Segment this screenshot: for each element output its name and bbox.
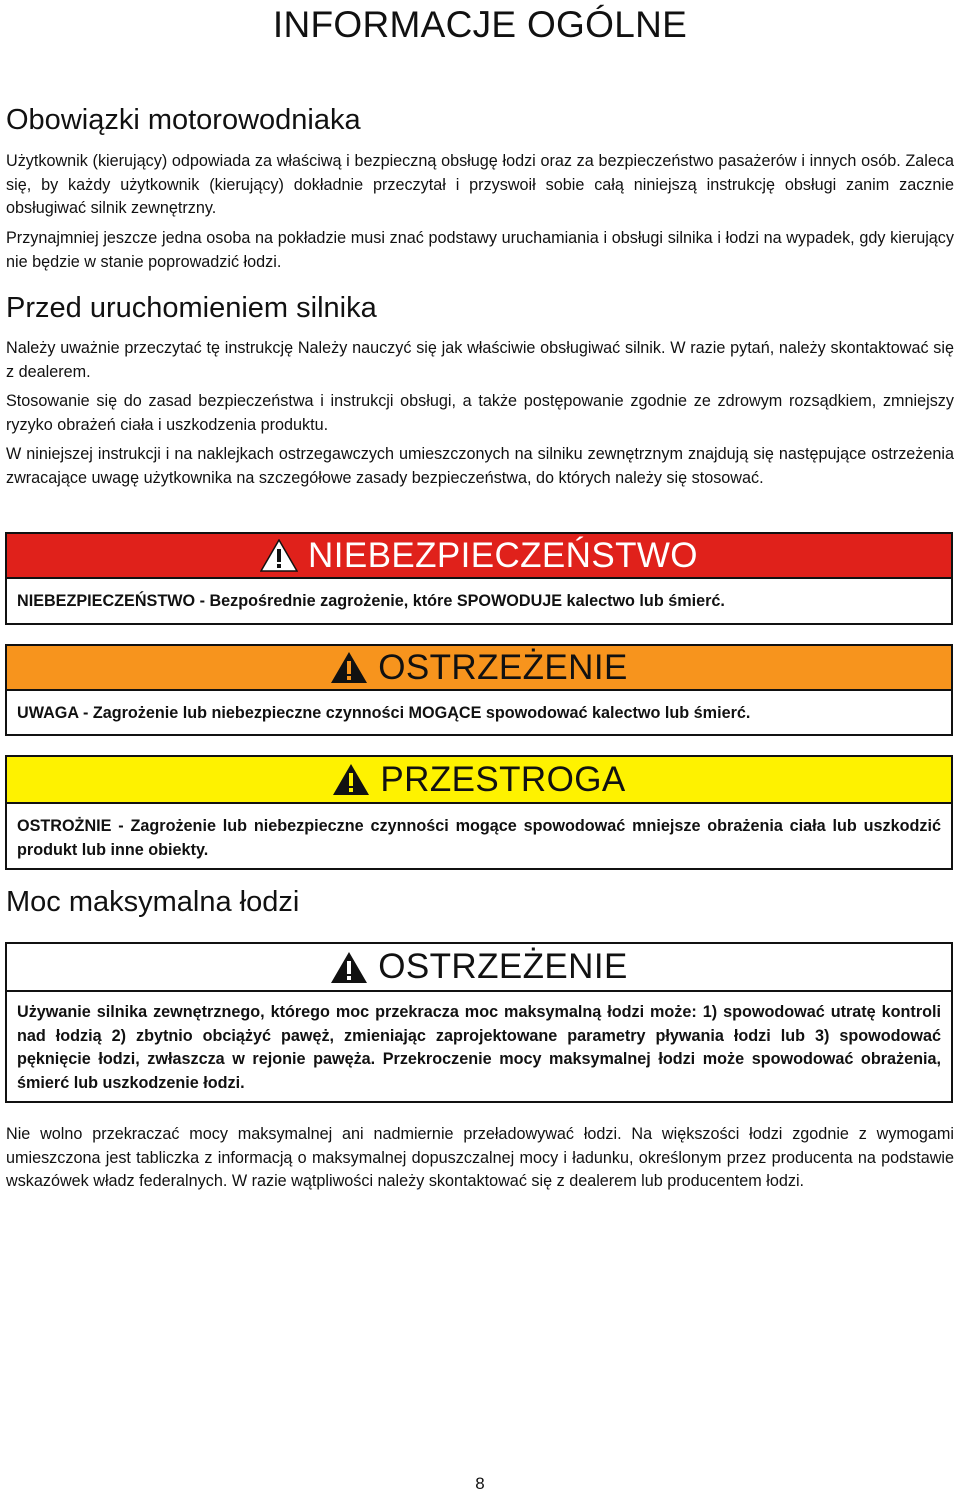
warning-triangle-icon (330, 951, 368, 984)
power-warning-header (7, 944, 951, 992)
caution-label: PRZESTROGA (380, 759, 626, 799)
paragraph: Przynajmniej jeszcze jedna osoba na pokładzie musi znać podstawy uruchamiania i obsługi silnika i łodzi na wypadek, gdy kierujący nie będzie w stanie poprowadzić łodzi. (6, 229, 954, 271)
warning-triangle-icon (332, 763, 370, 796)
danger-label: NIEBEZPIECZEŃSTWO (308, 535, 698, 575)
caution-text: OSTROŻNIE - Zagrożenie lub niebezpieczne czynności mogące spowodować mniejsze obrażenia ciała lub uszkodzić produkt lub inne obiekty. (17, 817, 941, 859)
paragraph: W niniejszej instrukcji i na naklejkach ostrzegawczych umieszczonych na silniku zewnętrznym znajdują się następujące ostrzeżenia zwracające uwagę użytkownika na szczegółowe zasady bezpieczeństwa, do których należy się stosować. (6, 445, 954, 487)
warning-header (7, 646, 951, 691)
caution-header (7, 757, 951, 804)
caution-box (5, 755, 953, 870)
warning-text: UWAGA - Zagrożenie lub niebezpieczne czynności MOGĄCE spowodować kalectwo lub śmierć. (17, 704, 751, 722)
page-title: INFORMACJE OGÓLNE (272, 4, 688, 45)
power-warning-text: Używanie silnika zewnętrznego, którego moc przekracza moc maksymalną łodzi może: 1) spowodować utratę kontroli nad łodzią 2) zbytnio obciążyć pawęż, zmieniając zaprojektowane parametry pływania łodzi lub 3) spowodować pęknięcie łodzi, zwłaszcza w rejonie pawęża. Przekroczenie mocy maksymalnej łodzi może spowodować obrażenia, śmierć lub uszkodzenie łodzi. (17, 1003, 941, 1092)
warning-triangle-icon (330, 651, 368, 684)
paragraph: Należy uważnie przeczytać tę instrukcję Należy nauczyć się jak właściwie obsługiwać silnik. W razie pytań, należy skontaktować się z dealerem. (6, 339, 954, 381)
warning-label: OSTRZEŻENIE (378, 647, 628, 687)
power-warning-label: OSTRZEŻENIE (378, 947, 628, 986)
section-heading-before-start: Przed uruchomieniem silnika (6, 292, 377, 324)
paragraph: Stosowanie się do zasad bezpieczeństwa i instrukcji obsługi, a także postępowanie zgodnie ze zdrowym rozsądkiem, zmniejszy ryzyko obrażeń ciała i uszkodzenia produktu. (6, 392, 954, 434)
power-warning-box (5, 942, 953, 1103)
danger-header (7, 534, 951, 579)
page-number: 8 (475, 1474, 485, 1493)
paragraph: Nie wolno przekraczać mocy maksymalnej ani nadmiernie przeładowywać łodzi. Na większości łodzi zgodnie z wymogami umieszczona jest tabliczka z informacją o maksymalnej dopuszczalnej mocy i ładunku, określonym przez producenta na podstawie wskazówek władz federalnych. W razie wątpliwości należy skontaktować się z dealerem lub producentem łodzi. (6, 1125, 954, 1190)
danger-box (5, 532, 953, 625)
warning-box (5, 644, 953, 736)
section-heading-operator-responsibility: Obowiązki motorowodniaka (6, 104, 361, 136)
danger-text: NIEBEZPIECZEŃSTWO - Bezpośrednie zagrożenie, które SPOWODUJE kalectwo lub śmierć. (17, 592, 725, 610)
paragraph: Użytkownik (kierujący) odpowiada za właściwą i bezpieczną obsługę łodzi oraz za bezpieczeństwo pasażerów i innych osób. Zaleca się, by każdy użytkownik (kierujący) dokładnie przeczytał i przyswoił sobie całą niniejszą instrukcję obsługi zanim zacznie obsługiwać silnik zewnętrzny. (6, 152, 954, 217)
warning-triangle-icon (260, 539, 298, 572)
section-heading-max-power: Moc maksymalna łodzi (6, 886, 300, 918)
